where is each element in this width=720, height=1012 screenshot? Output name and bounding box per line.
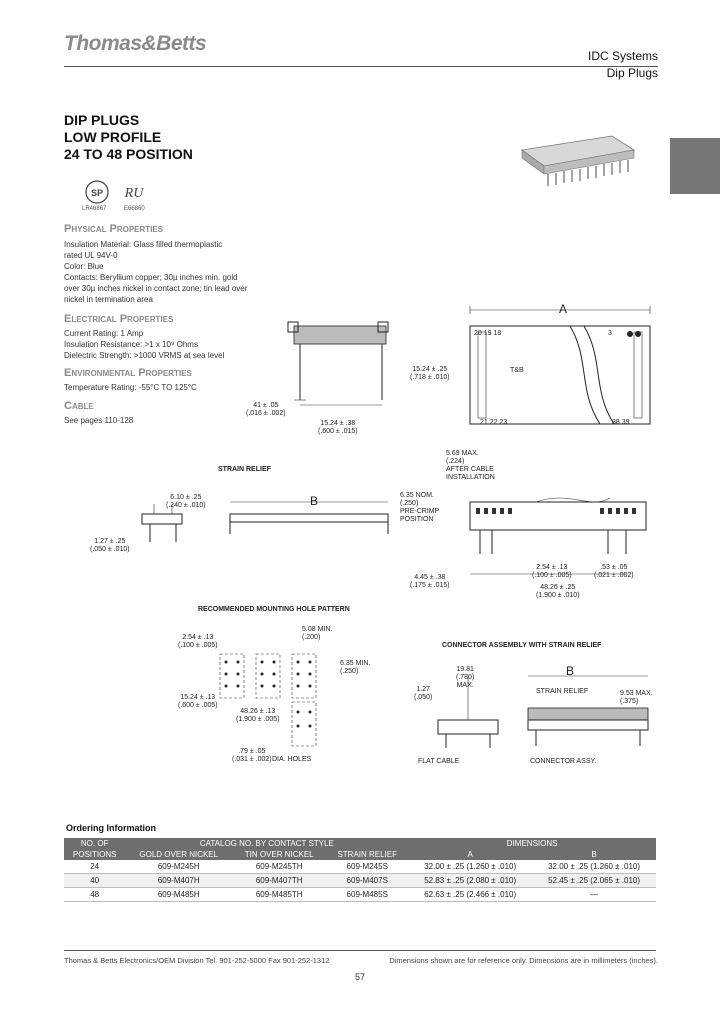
table-row	[64, 888, 656, 902]
pin-numbers-top: 20 19 18	[474, 330, 502, 337]
mounting-hole-drawing	[200, 640, 340, 750]
cable-heading: Cable	[64, 400, 94, 412]
ordering-table	[64, 838, 656, 902]
col-positions: POSITIONS	[64, 849, 125, 860]
cell-strain: 609-M245S	[326, 860, 408, 874]
section-tab-thumbnail	[670, 138, 720, 194]
cell-strain: 609-M485S	[326, 888, 408, 902]
cell-gold: 609-M407H	[125, 874, 232, 888]
cell-positions: 48	[64, 888, 125, 902]
table-subheader-row	[64, 849, 656, 860]
cell-dim-b: 52.45 ± .25 (2.065 ± .010)	[532, 874, 656, 888]
cable-line: See pages 110-128	[64, 416, 134, 425]
assembly-drawing	[410, 668, 660, 764]
col-no-of: NO. OF	[64, 838, 125, 849]
electrical-line: Dielectric Strength: >1000 VRMS at sea level	[64, 351, 225, 360]
physical-text	[64, 239, 264, 305]
cell-dim-a: 52.83 ± .25 (2.080 ± .010)	[408, 874, 532, 888]
mount-dim-1524: 15.24 ± .13 (.600 ± .005)	[178, 694, 218, 709]
mount-dim-254: 2.54 ± .13 (.100 ± .005)	[178, 634, 218, 649]
col-b: B	[532, 849, 656, 860]
physical-line: Contacts: Beryllium copper; 30µ inches min. gold	[64, 273, 238, 282]
dim-1524: 15.24 ± .38 (.600 ± .015)	[318, 420, 358, 435]
mount-dim-79: .79 ± .05 (.031 ± .002)	[232, 748, 272, 763]
page-number: 57	[354, 972, 365, 982]
table-row	[64, 874, 656, 888]
cell-positions: 24	[64, 860, 125, 874]
cell-tin: 609-M245TH	[232, 860, 326, 874]
assembly-dim-127: 1.27 (.050)	[414, 686, 433, 701]
dim-1524b: 15.24 ± .25 (.718 ± .010)	[410, 366, 450, 381]
strain-relief-title: STRAIN RELIEF	[218, 466, 271, 473]
electrical-line: Insulation Resistance: >1 x 10⁹ Ohms	[64, 340, 198, 349]
dim-4826: 48.26 ± .25 (1.900 ± .010)	[536, 584, 580, 599]
environmental-heading: Environmental Properties	[64, 367, 192, 379]
physical-line: rated UL 94V-0	[64, 251, 118, 260]
cell-dim-b: 32.00 ± .25 (1.260 ± .010)	[532, 860, 656, 874]
mount-dim-508: 5.08 MIN. (.200)	[302, 626, 333, 641]
assembly-dim-953: 9.53 MAX. (.375)	[620, 690, 653, 705]
dim-053: .53 ± .05 (.021 ± .002)	[594, 564, 634, 579]
tb-mark: T&B	[510, 367, 524, 374]
mount-dim-635: 6.35 MIN. (.250)	[340, 660, 371, 675]
environmental-text	[64, 382, 264, 393]
dim-445: 4.45 ± .38 (.175 ± .015)	[410, 574, 450, 589]
ordering-heading: Ordering Information	[66, 823, 156, 833]
col-a: A	[408, 849, 532, 860]
cell-dim-b: —	[532, 888, 656, 902]
assembly-title: CONNECTOR ASSEMBLY WITH STRAIN RELIEF	[442, 642, 602, 649]
footer-rule	[64, 950, 656, 951]
dim-610: 6.10 ± .25 (.240 ± .010)	[166, 494, 206, 509]
cable-text	[64, 415, 264, 426]
title-line-1: DIP PLUGS	[64, 112, 140, 128]
brand-logo: Thomas&Betts	[64, 32, 207, 55]
mount-dim-4826: 48.26 ± .13 (1.900 ± .005)	[236, 708, 280, 723]
connector-assy-label: CONNECTOR ASSY.	[530, 758, 597, 765]
pin-numbers-bottom-right: 38 39	[612, 419, 630, 426]
header-rule	[64, 66, 658, 67]
table-row	[64, 860, 656, 874]
electrical-line: Current Rating: 1 Amp	[64, 329, 144, 338]
col-strain: STRAIN RELIEF	[326, 849, 408, 860]
pin-numbers-bottom: 21 22 23	[480, 419, 508, 426]
subcategory-label: Dip Plugs	[606, 66, 658, 80]
svg-text:SP: SP	[90, 188, 104, 198]
ul-number: E66860	[124, 206, 145, 212]
mount-dim-dia-holes: DIA. HOLES	[272, 756, 312, 763]
physical-line: over 30µ inches nickel in contact zone; tin lead over	[64, 284, 248, 293]
electrical-text	[64, 328, 264, 361]
flat-cable-label: FLAT CABLE	[418, 758, 460, 765]
dim-a-label: A	[559, 302, 568, 316]
ul-logo-icon: RU	[124, 186, 144, 201]
dim-569: 5.69 MAX. (.224) AFTER CABLE INSTALLATION	[446, 450, 495, 481]
electrical-heading: Electrical Properties	[64, 313, 174, 325]
physical-line: Color: Blue	[64, 262, 104, 271]
cell-dim-a: 32.00 ± .25 (1.260 ± .010)	[408, 860, 532, 874]
pin-number-top-right: 3	[608, 330, 612, 337]
physical-line: Insulation Material: Glass filled thermoplastic	[64, 240, 223, 249]
cell-gold: 609-M485H	[125, 888, 232, 902]
cell-gold: 609-M245H	[125, 860, 232, 874]
product-photo	[512, 128, 642, 192]
dim-41: 41 ± .05 (.016 ± .002)	[246, 402, 286, 417]
side-view-drawing	[240, 320, 400, 410]
table-header-row	[64, 838, 656, 849]
environmental-line: Temperature Rating: -55°C TO 125°C	[64, 383, 197, 392]
assembly-dim-1981: 19.81 (.780) MAX.	[456, 666, 475, 689]
csa-number: LR46867	[82, 206, 107, 212]
col-catalog: CATALOG NO. BY CONTACT STYLE	[125, 838, 408, 849]
footer-contact: Thomas & Betts Electronics/OEM Division Tel. 901-252-5000 Fax 901-252-1312	[64, 956, 330, 965]
dim-635-nom: 6.35 NOM. (.250) PRE-CRIMP POSITION	[400, 492, 440, 523]
assembly-dim-b-label: B	[566, 664, 575, 678]
cell-positions: 40	[64, 874, 125, 888]
physical-line: nickel in termination area	[64, 295, 153, 304]
cell-tin: 609-M407TH	[232, 874, 326, 888]
cell-tin: 609-M485TH	[232, 888, 326, 902]
title-line-2: LOW PROFILE	[64, 129, 162, 145]
cell-strain: 609-M407S	[326, 874, 408, 888]
dim-254: 2.54 ± .13 (.100 ± .005)	[532, 564, 572, 579]
top-view-drawing	[460, 300, 660, 430]
category-label: IDC Systems	[587, 49, 658, 63]
mounting-title: RECOMMENDED MOUNTING HOLE PATTERN	[198, 606, 350, 613]
cell-dim-a: 62.63 ± .25 (2.466 ± .010)	[408, 888, 532, 902]
physical-heading: Physical Properties	[64, 223, 164, 235]
col-gold: GOLD OVER NICKEL	[125, 849, 232, 860]
dim-127: 1.27 ± .25 (.050 ± .010)	[90, 538, 130, 553]
footer-note: Dimensions shown are for reference only. Dimensions are in millimeters (inches).	[389, 956, 658, 965]
title-line-3: 24 TO 48 POSITION	[64, 146, 193, 162]
dim-b-label: B	[310, 494, 319, 508]
col-tin: TIN OVER NICKEL	[232, 849, 326, 860]
col-dimensions: DIMENSIONS	[408, 838, 656, 849]
strain-relief-drawing	[120, 486, 400, 546]
assembly-strain-label: STRAIN RELIEF	[536, 688, 589, 695]
